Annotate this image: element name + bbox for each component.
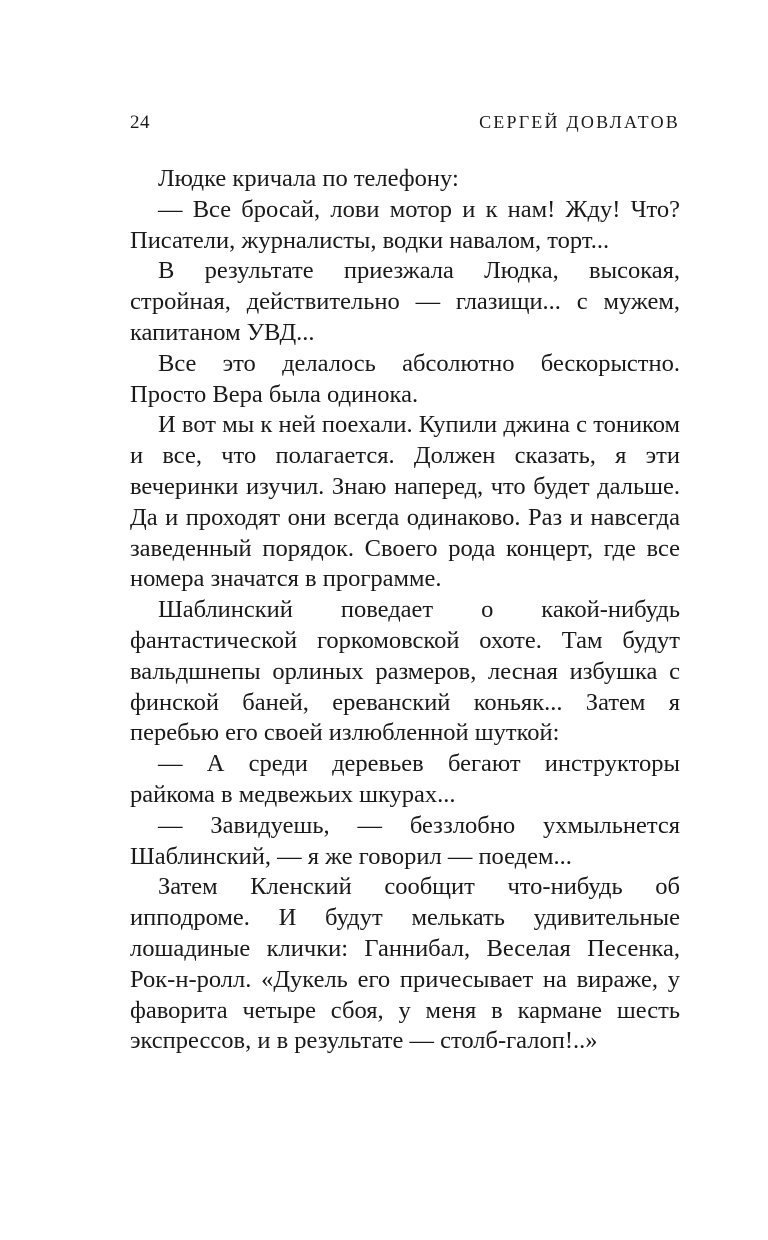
page-header	[130, 112, 680, 138]
paragraph: — Все бросай, лови мотор и к нам! Жду! Что? Писатели, журналисты, водки навалом, торт...	[130, 195, 680, 254]
paragraph: Все это делалось абсолютно бескорыстно. Просто Вера была одинока.	[130, 349, 680, 408]
paragraph: Людке кричала по телефону:	[158, 165, 459, 192]
body-text	[130, 164, 680, 1057]
page-number: 24	[130, 112, 150, 133]
paragraph: В результате приезжала Людка, высокая, стройная, действительно — глазищи... с мужем, капитаном УВД...	[130, 257, 680, 346]
paragraph: Затем Кленский сообщит что-нибудь об ипподроме. И будут мелькать удивительные лошадиные клички: Ганнибал, Веселая Песенка, Рок-н-ролл. «Дукель его причесывает на вираже, у фаворита четыре сбоя, у меня в кармане шесть экспрессов, и в результате — столб-галоп!..»	[130, 873, 680, 1055]
running-head-author: СЕРГЕЙ ДОВЛАТОВ	[479, 112, 680, 132]
paragraph: Шаблинский поведает о какой-нибудь фантастической горкомовской охоте. Там будут вальдшнепы орлиных размеров, лесная избушка с финской баней, ереванский коньяк... Затем я перебью его своей излюбленной шуткой:	[130, 596, 680, 747]
paragraph: — А среди деревьев бегают инструкторы райкома в медвежьих шкурах...	[130, 750, 680, 808]
paragraph: И вот мы к ней поехали. Купили джина с тоником и все, что полагается. Должен сказать, я эти вечеринки изучил. Знаю наперед, что будет дальше. Да и проходят они всегда одинаково. Раз и навсегда заведенный порядок. Своего рода концерт, где все номера значатся в программе.	[130, 411, 680, 593]
paragraph: — Завидуешь, — беззлобно ухмыльнется Шаблинский, — я же говорил — поедем...	[130, 811, 680, 870]
